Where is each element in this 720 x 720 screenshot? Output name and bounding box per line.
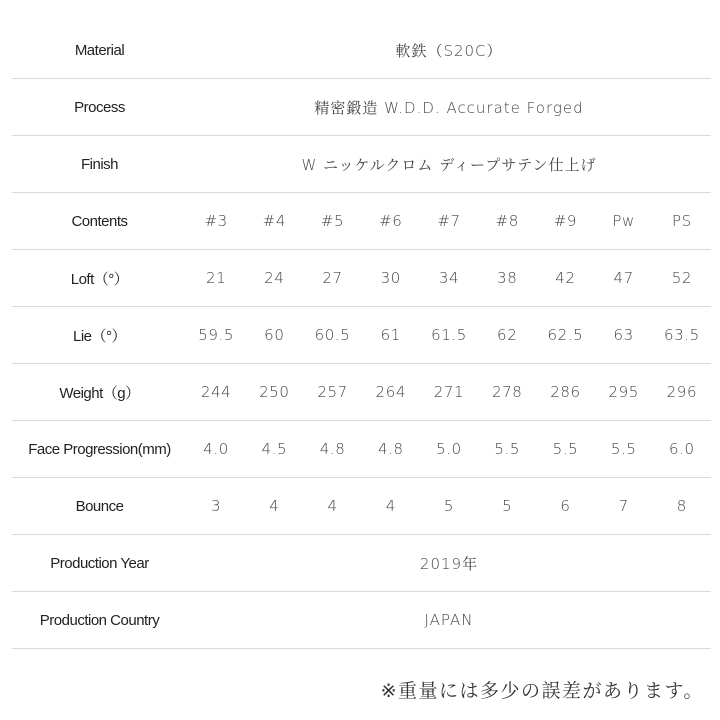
lie-cell: 59.5 bbox=[187, 307, 245, 364]
loft-cell: 30 bbox=[362, 250, 420, 307]
bounce-cell: 4 bbox=[362, 478, 420, 535]
loft-cell: 42 bbox=[536, 250, 594, 307]
row-production-country bbox=[12, 592, 711, 649]
production-year-value: 2019年 bbox=[187, 535, 711, 592]
weight-cell: 264 bbox=[362, 364, 420, 421]
face-progression-cell: 4.5 bbox=[245, 421, 303, 478]
loft-cell: 52 bbox=[653, 250, 711, 307]
row-lie bbox=[12, 307, 711, 364]
row-weight bbox=[12, 364, 711, 421]
bounce-cell: 5 bbox=[420, 478, 478, 535]
loft-label: Loft（°） bbox=[12, 250, 187, 307]
row-face-progression bbox=[12, 421, 711, 478]
bounce-cell: 6 bbox=[536, 478, 594, 535]
contents-cell: #9 bbox=[536, 193, 594, 250]
loft-cell: 27 bbox=[303, 250, 361, 307]
finish-label: Finish bbox=[12, 136, 187, 193]
face-progression-cell: 4.0 bbox=[187, 421, 245, 478]
contents-cell: #8 bbox=[478, 193, 536, 250]
loft-cell: 34 bbox=[420, 250, 478, 307]
bounce-cell: 3 bbox=[187, 478, 245, 535]
lie-cell: 63.5 bbox=[653, 307, 711, 364]
finish-value: W ニッケルクロム ディープサテン仕上げ bbox=[187, 136, 711, 193]
lie-cell: 63 bbox=[595, 307, 653, 364]
contents-cell: #7 bbox=[420, 193, 478, 250]
row-bounce bbox=[12, 478, 711, 535]
weight-cell: 250 bbox=[245, 364, 303, 421]
weight-cell: 295 bbox=[595, 364, 653, 421]
contents-cell: PS bbox=[653, 193, 711, 250]
process-label: Process bbox=[12, 79, 187, 136]
row-process bbox=[12, 79, 711, 136]
face-progression-cell: 4.8 bbox=[303, 421, 361, 478]
bounce-cell: 5 bbox=[478, 478, 536, 535]
material-value: 軟鉄（S20C） bbox=[187, 22, 711, 79]
weight-cell: 278 bbox=[478, 364, 536, 421]
face-progression-cell: 5.5 bbox=[595, 421, 653, 478]
bounce-cell: 4 bbox=[245, 478, 303, 535]
lie-cell: 60 bbox=[245, 307, 303, 364]
row-finish bbox=[12, 136, 711, 193]
loft-cell: 38 bbox=[478, 250, 536, 307]
loft-cell: 21 bbox=[187, 250, 245, 307]
weight-cell: 271 bbox=[420, 364, 478, 421]
face-progression-label: Face Progression(mm) bbox=[12, 421, 187, 478]
production-country-label: Production Country bbox=[12, 592, 187, 649]
contents-cell: #3 bbox=[187, 193, 245, 250]
lie-cell: 62 bbox=[478, 307, 536, 364]
loft-cell: 24 bbox=[245, 250, 303, 307]
row-loft bbox=[12, 250, 711, 307]
row-material bbox=[12, 22, 711, 79]
contents-cell: #5 bbox=[303, 193, 361, 250]
face-progression-cell: 6.0 bbox=[653, 421, 711, 478]
bounce-label: Bounce bbox=[12, 478, 187, 535]
row-production-year bbox=[12, 535, 711, 592]
loft-cell: 47 bbox=[595, 250, 653, 307]
bounce-cell: 7 bbox=[595, 478, 653, 535]
bounce-cell: 4 bbox=[303, 478, 361, 535]
lie-cell: 61.5 bbox=[420, 307, 478, 364]
production-year-label: Production Year bbox=[12, 535, 187, 592]
lie-cell: 62.5 bbox=[536, 307, 594, 364]
contents-cell: Pw bbox=[595, 193, 653, 250]
weight-cell: 296 bbox=[653, 364, 711, 421]
face-progression-cell: 5.0 bbox=[420, 421, 478, 478]
face-progression-cell: 4.8 bbox=[362, 421, 420, 478]
spec-table bbox=[12, 22, 711, 649]
face-progression-cell: 5.5 bbox=[478, 421, 536, 478]
weight-cell: 257 bbox=[303, 364, 361, 421]
contents-label: Contents bbox=[12, 193, 187, 250]
production-country-value: JAPAN bbox=[187, 592, 711, 649]
process-value: 精密鍛造 W.D.D. Accurate Forged bbox=[187, 79, 711, 136]
material-label: Material bbox=[12, 22, 187, 79]
row-contents bbox=[12, 193, 711, 250]
weight-tolerance-note: ※重量には多少の誤差があります。 bbox=[380, 680, 704, 702]
contents-cell: #4 bbox=[245, 193, 303, 250]
bounce-cell: 8 bbox=[653, 478, 711, 535]
lie-cell: 60.5 bbox=[303, 307, 361, 364]
weight-label: Weight（g） bbox=[12, 364, 187, 421]
contents-cell: #6 bbox=[362, 193, 420, 250]
lie-cell: 61 bbox=[362, 307, 420, 364]
weight-cell: 286 bbox=[536, 364, 594, 421]
lie-label: Lie（°） bbox=[12, 307, 187, 364]
weight-cell: 244 bbox=[187, 364, 245, 421]
face-progression-cell: 5.5 bbox=[536, 421, 594, 478]
